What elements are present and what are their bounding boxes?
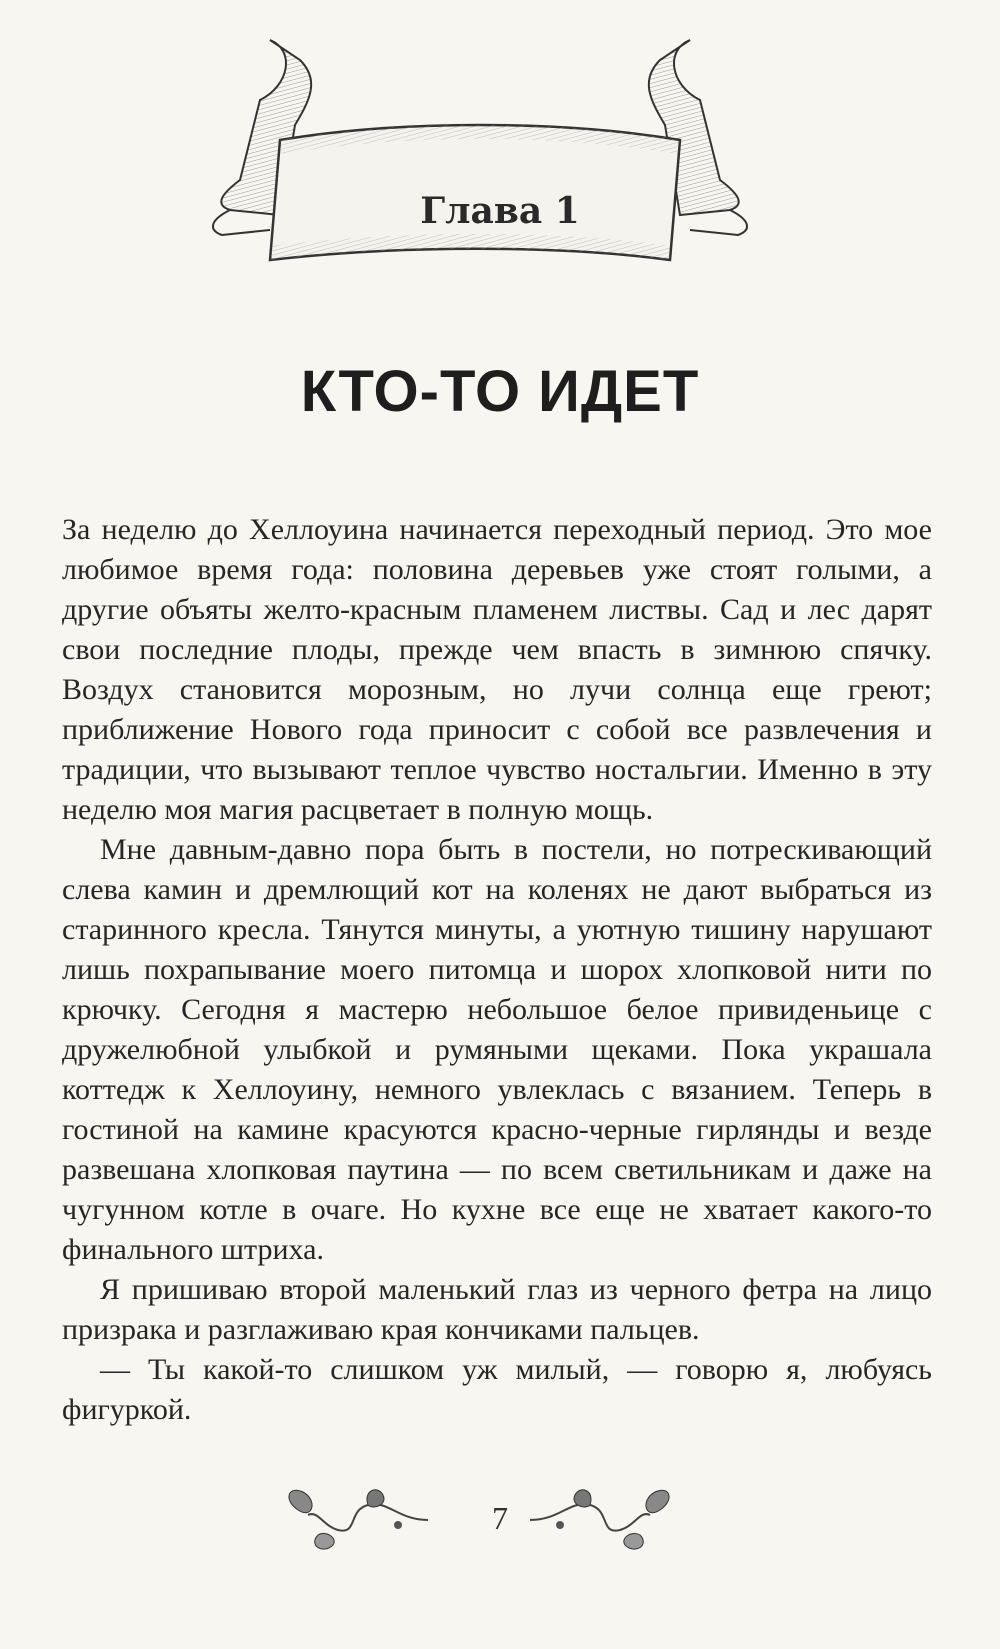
paragraph: Мне давным-давно пора быть в постели, но потрескивающий слева камин и дремлющий кот на коленях не дают выбраться из старинного кресла. Тянутся минуты, а уютную тишину нарушают лишь похрапывание моего питомца и шорох хлопковой нити по крючку. Сегодня я мастерю небольшое белое привиденьице с дружелюбной улыбкой и румяными щеками. Пока украшала коттедж к Хеллоуину, немного увлеклась с вязанием. Теперь в гостиной на камине красуются красно-черные гирлянды и везде развешана хлопковая паутина — по всем светильникам и даже на чугунном котле в очаге. Но кухне все еще не хватает какого-то финального штриха. xyxy=(62,833,932,1266)
chapter-title: КТО-ТО ИДЕТ xyxy=(300,359,700,424)
chapter-body xyxy=(62,510,932,1430)
paragraph: — Ты какой-то слишком уж милый, — говорю я, любуясь фигуркой. xyxy=(62,1353,932,1426)
paragraph: Я пришиваю второй маленький глаз из черного фетра на лицо призрака и разглаживаю края кончиками пальцев. xyxy=(62,1273,932,1346)
paragraph: За неделю до Хеллоуина начинается переходный период. Это мое любимое время года: половина деревьев уже стоят голыми, а другие объяты желто-красным пламенем листвы. Сад и лес дарят свои последние плоды, прежде чем впасть в зимнюю спячку. Воздух становится морозным, но лучи солнца еще греют; приближение Нового года приносит с собой все развлечения и традиции, что вызывают теплое чувство ностальгии. Именно в эту неделю моя магия расцветает в полную мощь. xyxy=(62,513,932,826)
scroll-banner-icon xyxy=(200,30,760,290)
chapter-label: Глава 1 xyxy=(420,190,580,232)
page-number: 7 xyxy=(492,1500,508,1536)
page-footer xyxy=(0,1480,1000,1570)
floral-ornament-icon xyxy=(520,1480,680,1560)
